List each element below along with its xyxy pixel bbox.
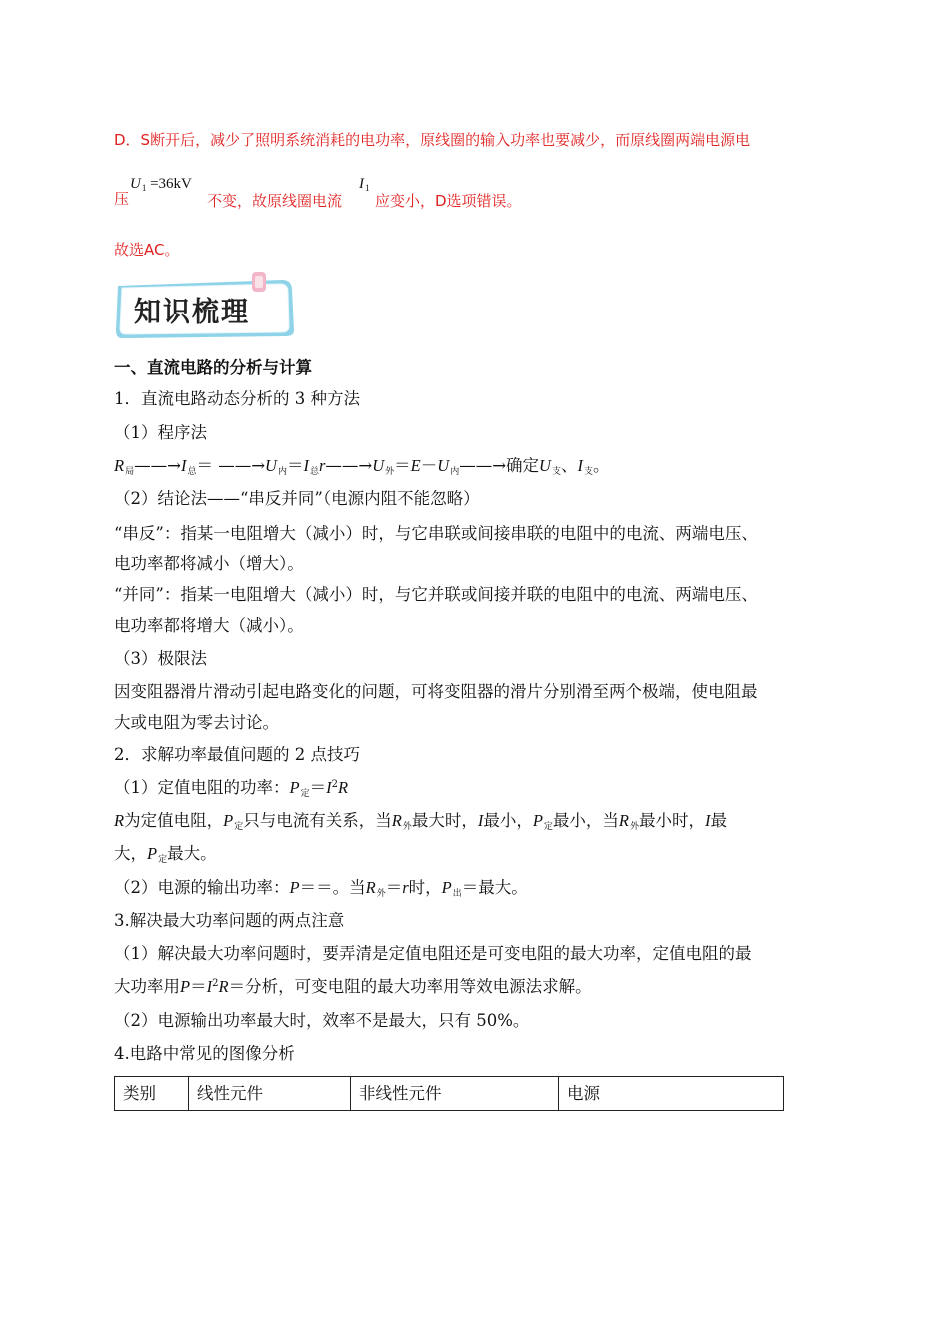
note-1-line1: （1）解决最大功率问题时，要弄清是定值电阻还是可变电阻的最大功率，定值电阻的最 [114, 944, 752, 963]
i1-symbol: $I_1$ [359, 176, 370, 193]
u1-formula: $U_1 =36kV$ [130, 176, 192, 193]
p1-title: 1．直流电路动态分析的 3 种方法 [114, 389, 360, 408]
chuanfan-line2: 电功率都将减小（增大）。 [114, 554, 304, 573]
p4-title: 4.电路中常见的图像分析 [114, 1044, 295, 1063]
bingtong-line1: “并同”：指某一电阻增大（减小）时，与它并联或间接并联的电阻中的电流、两端电压、 [114, 585, 758, 604]
bingtong-line2: 电功率都将增大（减小）。 [114, 616, 304, 635]
note-1-line2: 大功率用$P=I^2R=$分析，可变电阻的最大功率用等效电源法求解。 [114, 977, 592, 996]
note-2: （2）电源输出功率最大时，效率不是最大，只有 50%。 [114, 1011, 530, 1030]
answer-d-line2 [114, 188, 129, 209]
answer-d-mid: 不变，故原线圈电流 [207, 192, 343, 210]
method-3: （3）极限法 [114, 649, 207, 668]
chuanfan-line1: “串反”：指某一电阻增大（减小）时，与它串联或间接串联的电阻中的电流、两端电压、 [114, 524, 758, 543]
table-header-cell: 电源 [559, 1077, 784, 1111]
program-chain: $R_局——\to I_总=$ $——\to U_内=I_总r——\to U_外=E-U_内——\to$确定$U_支$、$I_支$。 [114, 456, 610, 477]
answer-d-prefix: 压 [114, 190, 130, 208]
table-header-cell: 类别 [115, 1077, 189, 1111]
table-header-row [115, 1077, 784, 1111]
table-header-cell: 线性元件 [189, 1077, 351, 1111]
answer-d-suffix: 应变小，D选项错误。 [375, 192, 522, 210]
table-header-cell: 非线性元件 [351, 1077, 559, 1111]
method-1: （1）程序法 [114, 423, 207, 442]
answer-conclusion: 故选AC。 [114, 241, 180, 259]
image-analysis-table [114, 1076, 784, 1111]
tip-1-desc-line2: 大，$P_定$最大。 [114, 844, 217, 865]
knowledge-banner [112, 272, 298, 340]
tip-1: （1）定值电阻的功率：$P_定=I^2R$ [114, 778, 349, 799]
section-heading: 一、直流电路的分析与计算 [114, 358, 312, 377]
tip-1-desc-line1: R为定值电阻，$P_定$只与电流有关系，当$R_外$最大时，I最小，$P_定$最小，当$R_外$最小时，I最 [114, 811, 728, 832]
banner-title: 知识梳理 [134, 297, 250, 328]
p3-title: 3.解决最大功率问题的两点注意 [114, 911, 345, 930]
tip-2: （2）电源的输出功率：P＝＝。当$R_外=r$时，$P_出=$最大。 [114, 878, 528, 899]
p2-title: 2．求解功率最值问题的 2 点技巧 [114, 745, 360, 764]
method-2: （2）结论法——“串反并同”（电源内阻不能忽略） [114, 489, 480, 508]
jixian-line2: 大或电阻为零去讨论。 [114, 713, 279, 732]
jixian-line1: 因变阻器滑片滑动引起电路变化的问题，可将变阻器的滑片分别滑至两个极端，使电阻最 [114, 682, 758, 701]
answer-d-line1: D．S断开后，减少了照明系统消耗的电功率，原线圈的输入功率也要减少，而原线圈两端电源电 [114, 131, 751, 149]
